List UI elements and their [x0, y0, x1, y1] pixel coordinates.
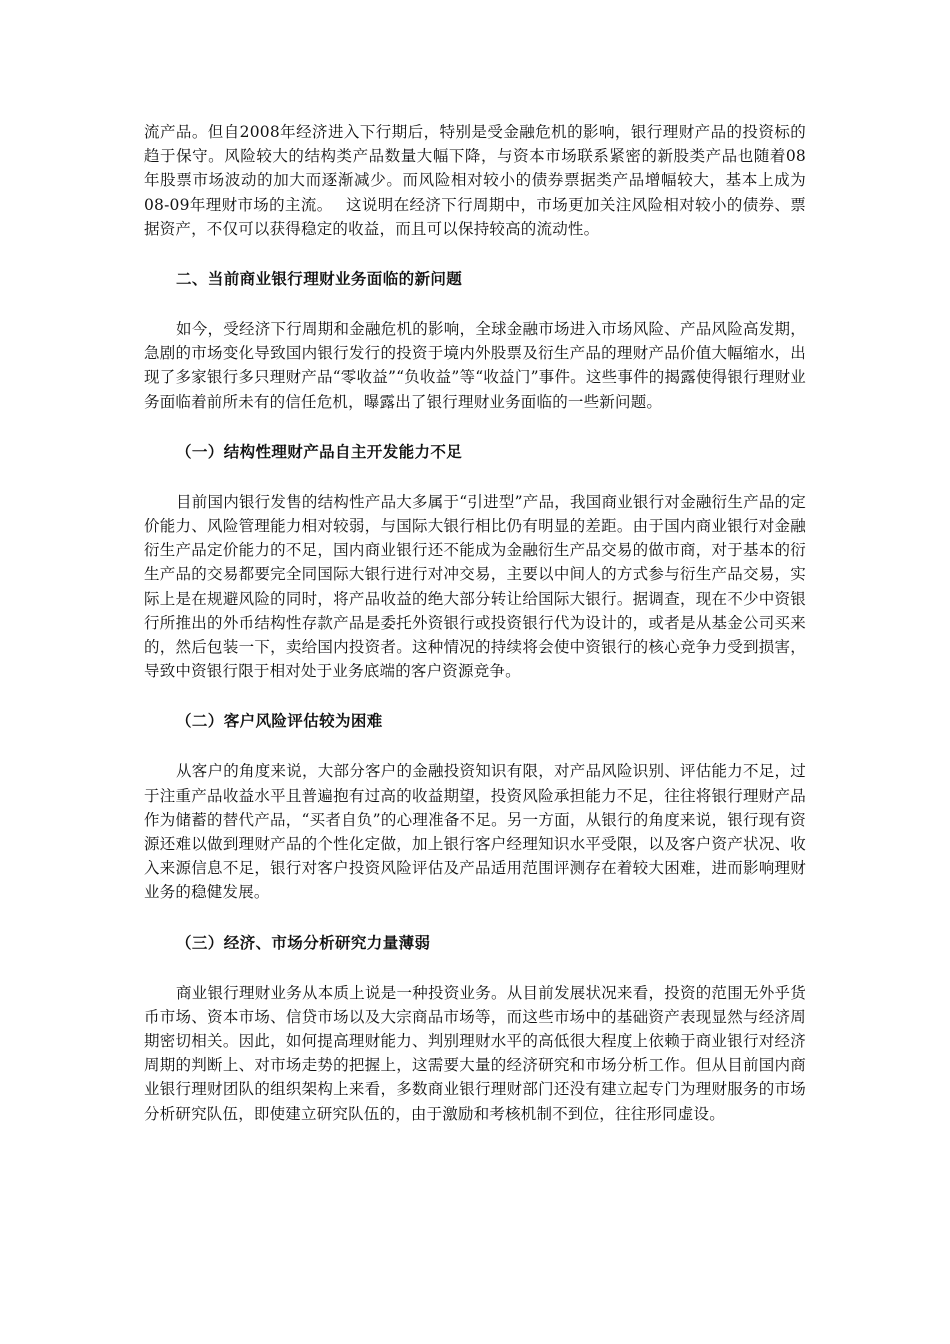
subsection-paragraph-2: 从客户的角度来说，大部分客户的金融投资知识有限，对产品风险识别、评估能力不足，过于注重产品收益水平且普遍抱有过高的收益期望，投资风险承担能力不足，往往将银行理财产品作为储蓄的替代产品，“买者自负”的心理准备不足。另一方面，从银行的角度来说，银行现有资源还难以做到理财产品的个性化定做，加上银行客户经理知识水平受限，以及客户资产状况、收入来源信息不足，银行对客户投资风险评估及产品适用范围评测存在着较大困难，进而影响理财业务的稳健发展。 [144, 762, 806, 902]
section-intro-paragraph: 如今，受经济下行周期和金融危机的影响，全球金融市场进入市场风险、产品风险高发期，急剧的市场变化导致国内银行发行的投资于境内外股票及衍生产品的理财产品价值大幅缩水，出现了多家银行多只理财产品“零收益”“负收益”等“收益门”事件。这些事件的揭露使得银行理财业务面临着前所未有的信任危机，曝露出了银行理财业务面临的一些新问题。 [144, 320, 806, 411]
document-page [144, 120, 806, 1126]
subsection-heading-1: （一）结构性理财产品自主开发能力不足 [176, 441, 463, 461]
subsection-heading-2: （二）客户风险评估较为困难 [176, 711, 383, 731]
subsection-heading-3: （三）经济、市场分析研究力量薄弱 [176, 932, 431, 952]
subsection-paragraph-1: 目前国内银行发售的结构性产品大多属于“引进型”产品，我国商业银行对金融衍生产品的定价能力、风险管理能力相对较弱，与国际大银行相比仍有明显的差距。由于国内商业银行对金融衍生产品定价能力的不足，国内商业银行还不能成为金融衍生产品交易的做市商，对于基本的衍生产品的交易都要完全同国际大银行进行对冲交易，主要以中间人的方式参与衍生产品交易，实际上是在规避风险的同时，将产品收益的绝大部分转让给国际大银行。据调查，现在不少中资银行所推出的外币结构性存款产品是委托外资银行或投资银行代为设计的，或者是从基金公司买来的，然后包装一下，卖给国内投资者。这种情况的持续将会使中资银行的核心竞争力受到损害，导致中资银行限于相对处于业务底端的客户资源竞争。 [144, 492, 806, 681]
paragraph-continued: 流产品。但自2008年经济进入下行期后，特别是受金融危机的影响，银行理财产品的投资标的趋于保守。风险较大的结构类产品数量大幅下降，与资本市场联系紧密的新股类产品也随着08年股票市场波动的加大而逐渐减少。而风险相对较小的债券票据类产品增幅较大，基本上成为08-09年理财市场的主流。 这说明在经济下行周期中，市场更加关注风险相对较小的债券、票据资产，不仅可以获得稳定的收益，而且可以保持较高的流动性。 [144, 123, 806, 238]
subsection-paragraph-3: 商业银行理财业务从本质上说是一种投资业务。从目前发展状况来看，投资的范围无外乎货币市场、资本市场、信贷市场以及大宗商品市场等，而这些市场中的基础资产表现显然与经济周期密切相关。因此，如何提高理财能力、判别理财水平的高低很大程度上依赖于商业银行对经济周期的判断上、对市场走势的把握上，这需要大量的经济研究和市场分析工作。但从目前国内商业银行理财团队的组织架构上来看，多数商业银行理财部门还没有建立起专门为理财服务的市场分析研究队伍，即使建立研究队伍的，由于激励和考核机制不到位，往往形同虚设。 [144, 983, 806, 1123]
section-heading-2: 二、当前商业银行理财业务面临的新问题 [176, 269, 463, 289]
